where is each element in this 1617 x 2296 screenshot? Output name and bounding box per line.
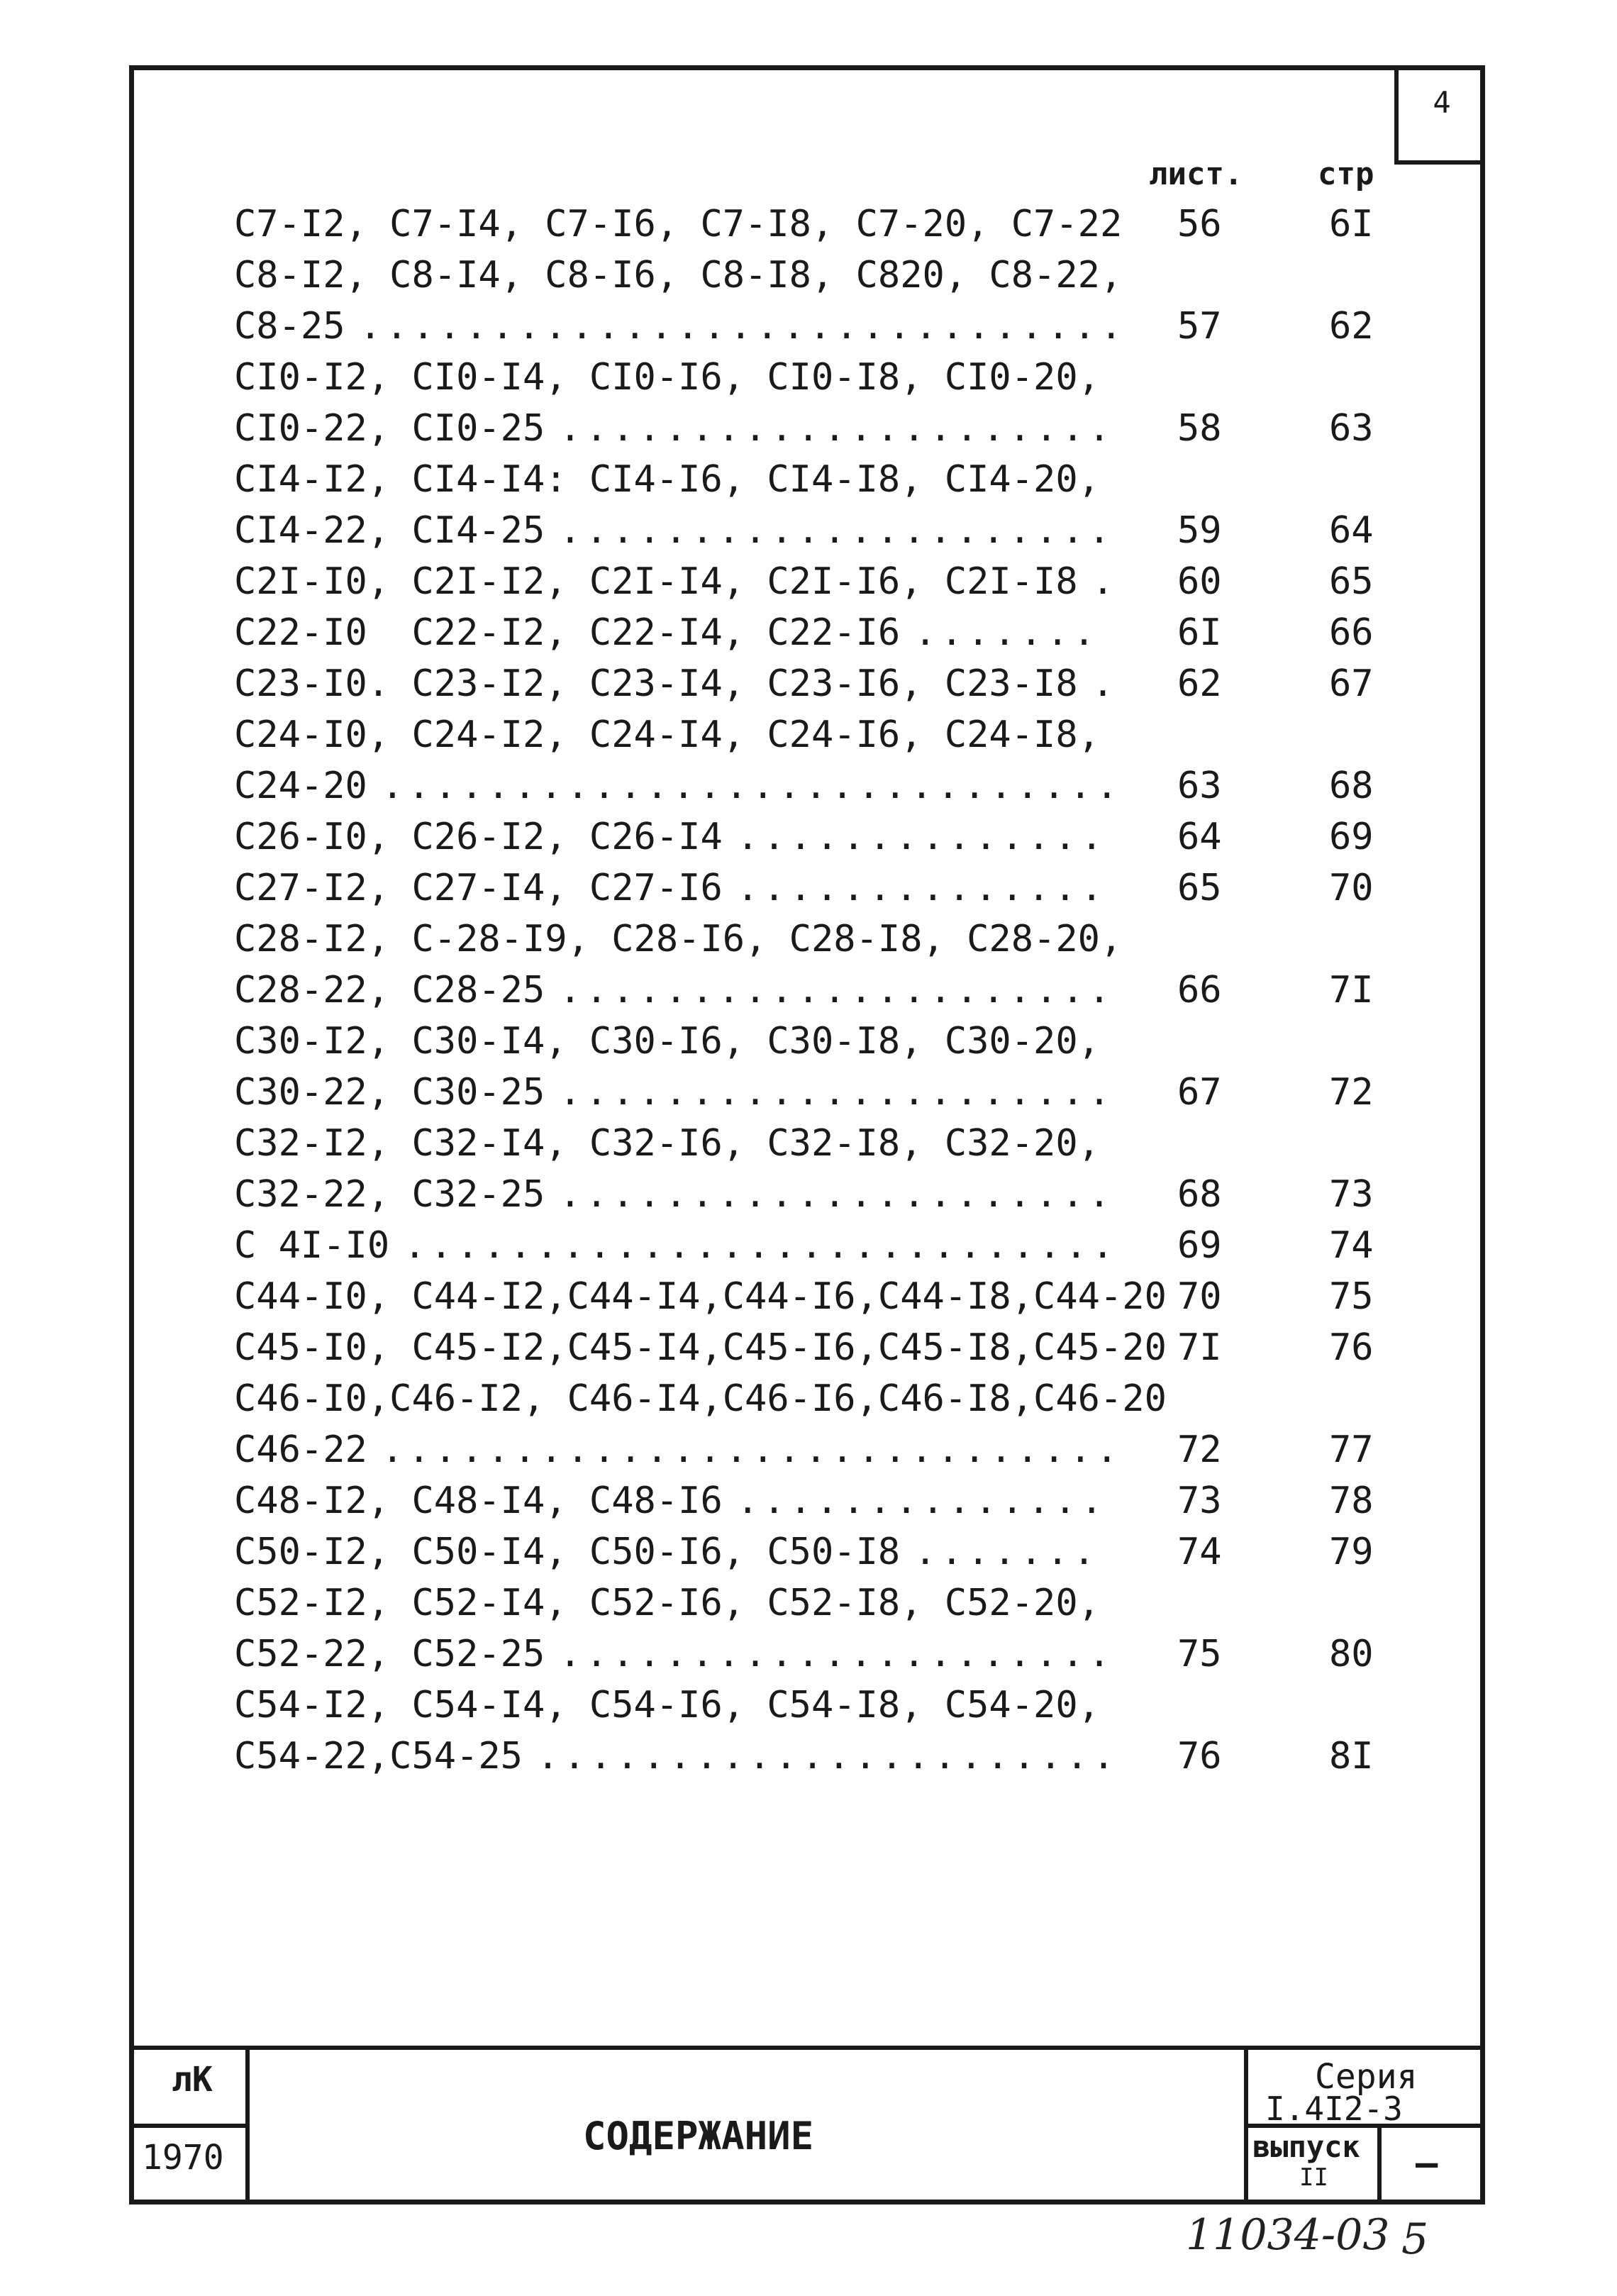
page-number-cell: 67: [1329, 662, 1374, 705]
toc-entry-text: C46-I0,C46-I2, C46-I4,C46-I6,C46-I8,C46-20: [234, 1377, 1167, 1420]
toc-row: [234, 352, 1440, 403]
toc-row: [234, 760, 1440, 811]
toc-row: [234, 556, 1440, 607]
toc-entry-text: C27-I2, C27-I4, C27-I6: [234, 867, 723, 909]
toc-entry-text: CI4-22, CI4-25: [234, 509, 545, 552]
toc-entry-text: C7-I2, C7-I4, C7-I6, C7-I8, C7-20, C7-22: [234, 203, 1123, 245]
issue-dash: –: [1416, 2142, 1438, 2185]
page-number-cell: 64: [1329, 509, 1374, 552]
sheet-number-cell: 69: [1177, 1224, 1222, 1267]
toc-entry-text: C48-I2, C48-I4, C48-I6: [234, 1480, 723, 1522]
toc-row: [234, 1016, 1440, 1067]
leader-dots: ...........................: [404, 1224, 1118, 1267]
sheet-number-cell: 65: [1177, 867, 1222, 909]
toc-entry-text: C8-I2, C8-I4, C8-I6, C8-I8, C820, C8-22,: [234, 254, 1123, 296]
toc-entry-text: C32-22, C32-25: [234, 1173, 545, 1216]
toc-entry-text: C2I-I0, C2I-I2, C2I-I4, C2I-I6, C2I-I8: [234, 560, 1078, 603]
leader-dots: .....................: [559, 1173, 1115, 1216]
sheet-number-cell: 59: [1177, 509, 1222, 552]
sheet-number-cell: 60: [1177, 560, 1222, 603]
toc-row: [234, 811, 1440, 863]
page-number-cell: 74: [1329, 1224, 1374, 1267]
toc-row: [234, 1526, 1440, 1577]
leader-dots: .......: [914, 611, 1100, 654]
toc-row: [234, 1220, 1440, 1271]
leader-dots: ............................: [381, 765, 1123, 807]
page-number-cell: 6I: [1329, 203, 1374, 245]
toc-entry-text: C52-22, C52-25: [234, 1633, 545, 1675]
toc-row: [234, 1680, 1440, 1731]
toc-row: [234, 709, 1440, 760]
sheet-number-cell: 73: [1177, 1480, 1222, 1522]
toc-entry-text: C26-I0, C26-I2, C26-I4: [234, 816, 723, 858]
sheet-number-cell: 56: [1177, 203, 1222, 245]
toc-entry-text: C30-22, C30-25: [234, 1071, 545, 1114]
toc-entry-text: C24-I0, C24-I2, C24-I4, C24-I6, C24-I8,: [234, 714, 1100, 756]
toc-row: [234, 1424, 1440, 1475]
sheet-number-cell: 64: [1177, 816, 1222, 858]
sheet-number-cell: 74: [1177, 1531, 1222, 1573]
toc-row: [234, 1067, 1440, 1118]
issue-number: II: [1299, 2163, 1328, 2192]
page-number-cell: 78: [1329, 1480, 1374, 1522]
toc-entry-text: C44-I0, C44-I2,C44-I4,C44-I6,C44-I8,C44-20: [234, 1275, 1167, 1318]
sheet-number-cell: 75: [1177, 1633, 1222, 1675]
page-number-cell: 65: [1329, 560, 1374, 603]
handwritten-number: 5: [1401, 2214, 1429, 2264]
page-number-cell: 7I: [1329, 969, 1374, 1011]
toc-entry-text: C54-22,C54-25: [234, 1735, 523, 1778]
toc-entry-text: C52-I2, C52-I4, C52-I6, C52-I8, C52-20,: [234, 1582, 1100, 1624]
leader-dots: .: [1091, 662, 1118, 705]
issue-label: выпуск: [1252, 2129, 1360, 2164]
toc-row: [234, 505, 1440, 556]
toc-row: [234, 1577, 1440, 1629]
toc-row: [234, 863, 1440, 914]
toc-entry-text: CI4-I2, CI4-I4: CI4-I6, CI4-I8, CI4-20,: [234, 458, 1100, 501]
page-number-cell: 62: [1329, 305, 1374, 348]
toc-row: [234, 1731, 1440, 1782]
sheet-number-cell: 6I: [1177, 611, 1222, 654]
toc-entry-text: C45-I0, C45-I2,C45-I4,C45-I6,C45-I8,C45-20: [234, 1326, 1167, 1369]
page-number-cell: 63: [1329, 407, 1374, 450]
toc-row: [234, 965, 1440, 1016]
leader-dots: .....................: [559, 1633, 1115, 1675]
leader-dots: .......: [914, 1531, 1100, 1573]
leader-dots: .............................: [359, 305, 1127, 348]
title-block: [129, 2046, 1485, 2205]
column-header-page: стр: [1318, 156, 1374, 192]
toc-row: [234, 1169, 1440, 1220]
sheet-number-cell: 58: [1177, 407, 1222, 450]
page-number-cell: 68: [1329, 765, 1374, 807]
toc-row: [234, 403, 1440, 454]
leader-dots: ......................: [536, 1735, 1119, 1778]
toc-entry-text: C46-22: [234, 1429, 367, 1471]
toc-row: [234, 658, 1440, 709]
toc-row: [234, 199, 1440, 250]
toc-entry-text: C50-I2, C50-I4, C50-I6, C50-I8: [234, 1531, 901, 1573]
year: 1970: [142, 2138, 224, 2178]
leader-dots: ..............: [736, 867, 1107, 909]
page-number-cell: 66: [1329, 611, 1374, 654]
toc-row: [234, 1629, 1440, 1680]
title-block-label: лК: [172, 2060, 213, 2100]
sheet-number-cell: 68: [1177, 1173, 1222, 1216]
sheet-number-cell: 63: [1177, 765, 1222, 807]
page-number-cell: 70: [1329, 867, 1374, 909]
toc-entry-text: C24-20: [234, 765, 367, 807]
page-number-cell: 77: [1329, 1429, 1374, 1471]
page-number-cell: 80: [1329, 1633, 1374, 1675]
page-number-cell: 75: [1329, 1275, 1374, 1318]
toc-row: [234, 1322, 1440, 1373]
toc-row: [234, 250, 1440, 301]
leader-dots: .: [1091, 560, 1118, 603]
toc-entry-text: C23-I0. C23-I2, C23-I4, C23-I6, C23-I8: [234, 662, 1078, 705]
sheet-number-cell: 76: [1177, 1735, 1222, 1778]
leader-dots: .....................: [559, 509, 1115, 552]
toc-row: [234, 454, 1440, 505]
sheet-number-cell: 66: [1177, 969, 1222, 1011]
leader-dots: .....................: [559, 1071, 1115, 1114]
series-label: Серия: [1315, 2057, 1418, 2097]
toc-row: [234, 301, 1440, 352]
toc-entry-text: C28-22, C28-25: [234, 969, 545, 1011]
toc-entry-text: C54-I2, C54-I4, C54-I6, C54-I8, C54-20,: [234, 1684, 1100, 1726]
toc-entry-text: C 4I-I0: [234, 1224, 390, 1267]
document-title: СОДЕРЖАНИЕ: [583, 2114, 814, 2158]
leader-dots: ..............: [736, 816, 1107, 858]
series-number: I.4I2-3: [1265, 2090, 1403, 2128]
toc-row: [234, 1118, 1440, 1169]
toc-row: [234, 1271, 1440, 1322]
sheet-number-cell: 70: [1177, 1275, 1222, 1318]
column-header-sheet: лист.: [1149, 156, 1243, 192]
page-number-cell: 73: [1329, 1173, 1374, 1216]
page-number-cell: 72: [1329, 1071, 1374, 1114]
sheet-number-cell: 7I: [1177, 1326, 1222, 1369]
toc-entry-text: C8-25: [234, 305, 345, 348]
toc-entry-text: CI0-22, CI0-25: [234, 407, 545, 450]
toc-row: [234, 1475, 1440, 1526]
leader-dots: .....................: [559, 407, 1115, 450]
toc-entry-text: CI0-I2, CI0-I4, CI0-I6, CI0-I8, CI0-20,: [234, 356, 1100, 399]
leader-dots: ..............: [736, 1480, 1107, 1522]
handwritten-code: 11034-03: [1186, 2210, 1390, 2260]
page-number-cell: 69: [1329, 816, 1374, 858]
toc-row: [234, 1373, 1440, 1424]
page-number-cell: 8I: [1329, 1735, 1374, 1778]
sheet-number-cell: 72: [1177, 1429, 1222, 1471]
page-number-cell: 76: [1329, 1326, 1374, 1369]
page-number-cell: 79: [1329, 1531, 1374, 1573]
sheet-number-cell: 62: [1177, 662, 1222, 705]
sheet-number: 4: [1433, 85, 1451, 120]
toc-entry-text: C30-I2, C30-I4, C30-I6, C30-I8, C30-20,: [234, 1020, 1100, 1063]
sheet-number-cell: 67: [1177, 1071, 1222, 1114]
toc-entry-text: C32-I2, C32-I4, C32-I6, C32-I8, C32-20,: [234, 1122, 1100, 1165]
leader-dots: ............................: [381, 1429, 1123, 1471]
toc-entry-text: C28-I2, C-28-I9, C28-I6, C28-I8, C28-20,: [234, 918, 1123, 960]
leader-dots: .....................: [559, 969, 1115, 1011]
sheet-number-cell: 57: [1177, 305, 1222, 348]
toc-entry-text: C22-I0 C22-I2, C22-I4, C22-I6: [234, 611, 901, 654]
toc-row: [234, 607, 1440, 658]
toc-row: [234, 914, 1440, 965]
